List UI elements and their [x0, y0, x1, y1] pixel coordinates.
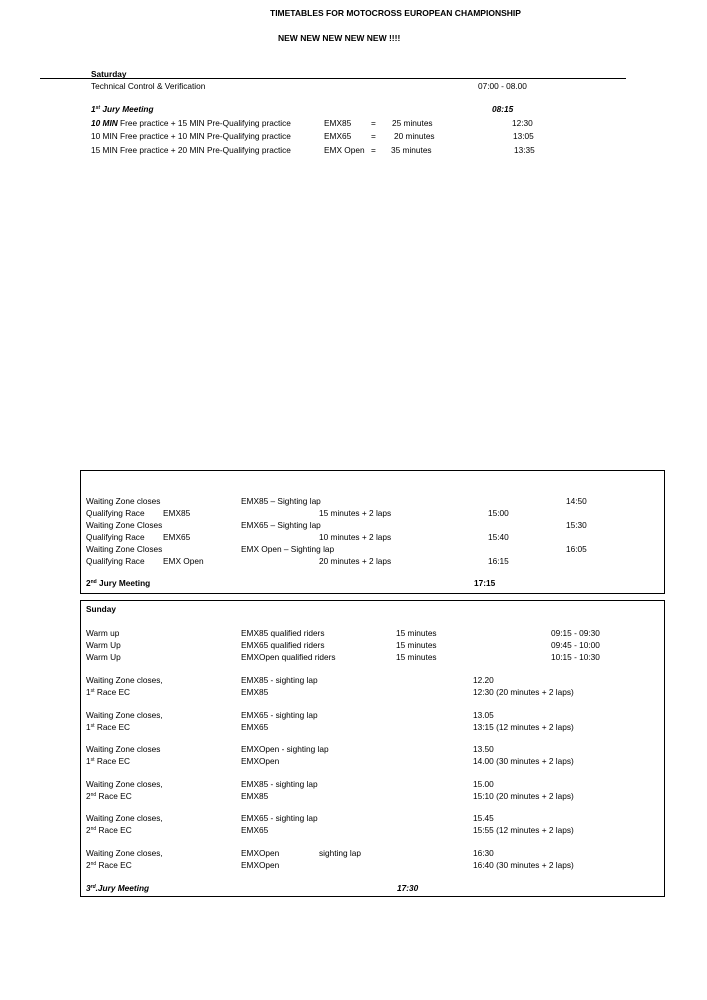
jury-meeting-1-ordinal: 1 [91, 104, 96, 114]
qualifying-label: Qualifying Race [86, 556, 145, 566]
warmup-time: 10:15 - 10:30 [551, 652, 600, 662]
race-ordinal-sup: st [90, 688, 95, 694]
qualifying-duration: 15 minutes + 2 laps [319, 508, 392, 518]
warmup-riders: EMX85 qualified riders [241, 628, 325, 638]
race-lap: EMXOpen [241, 848, 280, 858]
jury-meeting-3-label: .Jury Meeting [95, 883, 150, 893]
race-waiting-zone: Waiting Zone closes, [86, 813, 163, 823]
race-lap: EMX85 - sighting lap [241, 779, 318, 789]
race-label: Race EC [98, 860, 132, 870]
page-title: TIMETABLES FOR MOTOCROSS EUROPEAN CHAMPIONSHIP [270, 8, 521, 18]
qualifying-label: Waiting Zone Closes [86, 520, 163, 530]
warmup-duration: 15 minutes [396, 628, 437, 638]
jury-meeting-3-sup: rd [90, 884, 96, 890]
practice-equals: = [371, 118, 376, 128]
jury-meeting-2-sup: nd [90, 579, 97, 585]
qualifying-label: Waiting Zone closes [86, 496, 161, 506]
qualifying-lap: EMX65 – Sighting lap [241, 520, 321, 530]
jury-meeting-3 [86, 883, 149, 893]
saturday-divider [40, 78, 626, 79]
qualifying-class: EMX85 [163, 508, 191, 518]
race-name [86, 722, 130, 732]
practice-duration: 20 minutes [394, 131, 435, 141]
practice-class: EMX Open [324, 145, 365, 155]
qualifying-label: Waiting Zone Closes [86, 544, 163, 554]
sunday-heading: Sunday [86, 604, 116, 614]
practice-equals: = [371, 145, 376, 155]
race-ordinal: 1 [86, 687, 91, 697]
race-ordinal: 1 [86, 722, 91, 732]
race-lap-extra: sighting lap [319, 848, 361, 858]
warmup-duration: 15 minutes [396, 652, 437, 662]
race-label: Race EC [96, 756, 131, 766]
practice-class: EMX85 [324, 118, 352, 128]
race-waiting-zone: Waiting Zone closes, [86, 710, 163, 720]
practice-time: 13:35 [514, 145, 535, 155]
race-zone-time: 15.00 [473, 779, 494, 789]
race-waiting-zone: Waiting Zone closes, [86, 779, 163, 789]
qualifying-time: 16:15 [488, 556, 509, 566]
race-name [86, 687, 130, 697]
race-waiting-zone: Waiting Zone closes, [86, 675, 163, 685]
page-subtitle: NEW NEW NEW NEW NEW !!!! [278, 33, 401, 43]
saturday-heading: Saturday [91, 69, 127, 79]
jury-meeting-2-ordinal: 2 [86, 578, 91, 588]
qualifying-class: EMX65 [163, 532, 191, 542]
race-label: Race EC [96, 687, 131, 697]
warmup-time: 09:45 - 10:00 [551, 640, 600, 650]
practice-text: Free practice + 15 MIN Pre-Qualifying practice [117, 118, 291, 128]
warmup-time: 09:15 - 09:30 [551, 628, 600, 638]
race-label: Race EC [98, 791, 132, 801]
race-name [86, 825, 132, 835]
warmup-label: Warm Up [86, 640, 121, 650]
qualifying-time-right: 16:05 [566, 544, 587, 554]
race-class: EMXOpen [241, 860, 280, 870]
qualifying-time-right: 14:50 [566, 496, 587, 506]
race-start-time: 15:55 (12 minutes + 2 laps) [473, 825, 574, 835]
jury-meeting-1-sup: st [95, 105, 101, 111]
race-start-time: 14.00 (30 minutes + 2 laps) [473, 756, 574, 766]
race-ordinal-sup: nd [90, 826, 97, 832]
jury-meeting-2 [86, 578, 150, 588]
warmup-label: Warm up [86, 628, 120, 638]
jury-meeting-2-label: Jury Meeting [99, 578, 151, 588]
race-waiting-zone: Waiting Zone closes [86, 744, 161, 754]
race-ordinal: 2 [86, 791, 91, 801]
qualifying-lap: EMX85 – Sighting lap [241, 496, 321, 506]
race-class: EMXOpen [241, 756, 280, 766]
race-class: EMX85 [241, 687, 269, 697]
race-class: EMX65 [241, 722, 269, 732]
race-ordinal-sup: st [90, 757, 95, 763]
race-name [86, 791, 132, 801]
practice-lead: 10 MIN [91, 118, 118, 128]
race-class: EMX65 [241, 825, 269, 835]
practice-class: EMX65 [324, 131, 352, 141]
qualifying-class: EMX Open [163, 556, 204, 566]
race-lap: EMX65 - sighting lap [241, 710, 318, 720]
race-ordinal: 2 [86, 860, 91, 870]
race-start-time: 13:15 (12 minutes + 2 laps) [473, 722, 574, 732]
race-lap: EMXOpen - sighting lap [241, 744, 329, 754]
practice-description: 10 MIN Free practice + 10 MIN Pre-Qualifying practice [91, 131, 291, 141]
qualifying-lap: EMX Open – Sighting lap [241, 544, 335, 554]
race-start-time: 16:40 (30 minutes + 2 laps) [473, 860, 574, 870]
qualifying-time-right: 15:30 [566, 520, 587, 530]
race-label: Race EC [98, 825, 132, 835]
qualifying-label: Qualifying Race [86, 532, 145, 542]
qualifying-label: Qualifying Race [86, 508, 145, 518]
qualifying-duration: 10 minutes + 2 laps [319, 532, 392, 542]
race-lap: EMX65 - sighting lap [241, 813, 318, 823]
warmup-riders: EMXOpen qualified riders [241, 652, 336, 662]
practice-description [91, 118, 291, 128]
warmup-duration: 15 minutes [396, 640, 437, 650]
race-waiting-zone: Waiting Zone closes, [86, 848, 163, 858]
jury-meeting-2-time: 17:15 [474, 578, 496, 588]
qualifying-duration: 20 minutes + 2 laps [319, 556, 392, 566]
race-name [86, 756, 130, 766]
race-label: Race EC [96, 722, 131, 732]
race-ordinal: 1 [86, 756, 91, 766]
practice-equals: = [371, 131, 376, 141]
race-zone-time: 13.50 [473, 744, 494, 754]
qualifying-time: 15:40 [488, 532, 509, 542]
race-name [86, 860, 132, 870]
race-ordinal-sup: nd [90, 792, 97, 798]
tech-control-label: Technical Control & Verification [91, 81, 206, 91]
race-ordinal-sup: nd [90, 861, 97, 867]
jury-meeting-1-time: 08:15 [492, 104, 514, 114]
tech-control-time: 07:00 - 08.00 [478, 81, 527, 91]
jury-meeting-3-ordinal: 3 [86, 883, 91, 893]
practice-description: 15 MIN Free practice + 20 MIN Pre-Qualifying practice [91, 145, 291, 155]
jury-meeting-3-time: 17:30 [397, 883, 419, 893]
race-ordinal: 2 [86, 825, 91, 835]
practice-duration: 25 minutes [392, 118, 433, 128]
race-zone-time: 15.45 [473, 813, 494, 823]
practice-time: 13:05 [513, 131, 534, 141]
jury-meeting-1 [91, 104, 154, 114]
practice-duration: 35 minutes [391, 145, 432, 155]
jury-meeting-1-label: Jury Meeting [102, 104, 154, 114]
race-zone-time: 13.05 [473, 710, 494, 720]
race-start-time: 15:10 (20 minutes + 2 laps) [473, 791, 574, 801]
race-class: EMX85 [241, 791, 269, 801]
race-ordinal-sup: st [90, 723, 95, 729]
qualifying-time: 15:00 [488, 508, 509, 518]
warmup-label: Warm Up [86, 652, 121, 662]
race-zone-time: 12.20 [473, 675, 494, 685]
race-lap: EMX85 - sighting lap [241, 675, 318, 685]
race-start-time: 12:30 (20 minutes + 2 laps) [473, 687, 574, 697]
warmup-riders: EMX65 qualified riders [241, 640, 325, 650]
practice-time: 12:30 [512, 118, 533, 128]
race-zone-time: 16:30 [473, 848, 494, 858]
